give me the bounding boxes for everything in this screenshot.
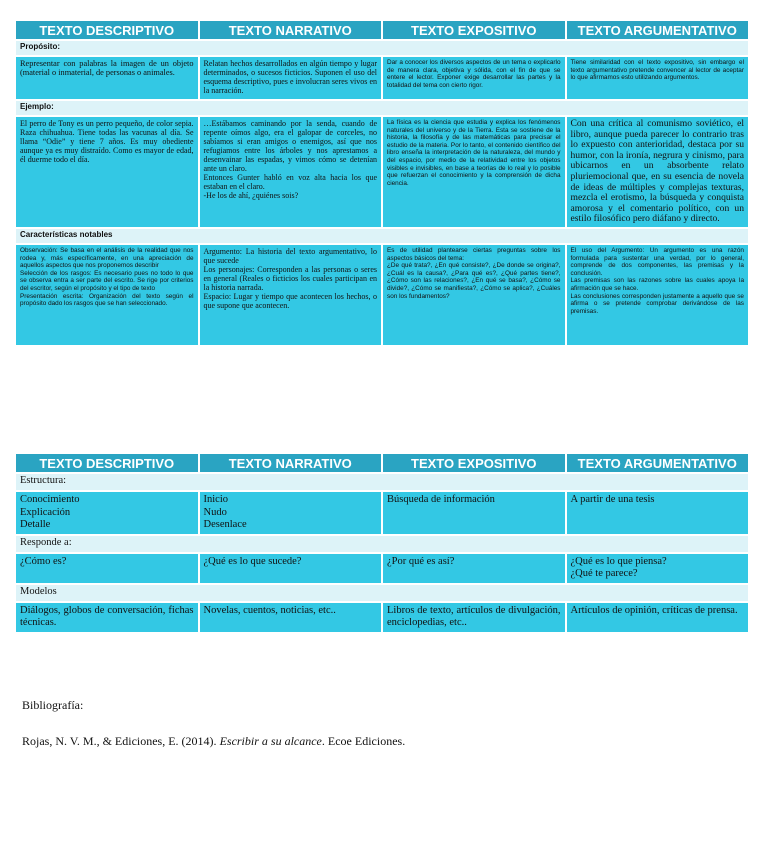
cell-estructura-argumentativo: A partir de una tesis <box>567 492 749 534</box>
header-row <box>16 454 748 472</box>
table-row <box>16 603 748 632</box>
cell-estructura-expositivo: Búsqueda de información <box>383 492 565 534</box>
header-descriptivo: TEXTO DESCRIPTIVO <box>16 454 198 472</box>
cell-estructura-descriptivo: Conocimiento Explicación Detalle <box>16 492 198 534</box>
bibliography-authors: Rojas, N. V. M., & Ediciones, E. (2014). <box>22 734 220 748</box>
comparison-table-1 <box>14 19 750 347</box>
cell-modelos-narrativo: Novelas, cuentos, noticias, etc.. <box>200 603 382 632</box>
cell-modelos-argumentativo: Artículos de opinión, críticas de prensa. <box>567 603 749 632</box>
cell-modelos-descriptivo: Diálogos, globos de conversación, fichas técnicas. <box>16 603 198 632</box>
cell-caracteristicas-expositivo: Es de utilidad plantearse ciertas preguntas sobre los aspectos básicos del tema: ¿De qué trata?, ¿En qué consiste?, ¿De donde se origina?, ¿Cuál es la causa?, ¿Para qué es?, ¿Qué partes tiene?, ¿Cómo son las relaciones?, ¿En qué se basa?, ¿Cómo se divide?, ¿Cómo se manifiesta?, ¿Cómo se aplica?, ¿Cuáles son los fundamentos? <box>387 247 561 300</box>
header-narrativo: TEXTO NARRATIVO <box>200 454 382 472</box>
section-responde: Responde a: <box>16 536 748 552</box>
comparison-table-2 <box>14 452 750 634</box>
header-expositivo: TEXTO EXPOSITIVO <box>383 454 565 472</box>
bibliography-title: Escribir a su alcance <box>219 734 322 748</box>
cell-responde-descriptivo: ¿Cómo es? <box>16 554 198 583</box>
section-caracteristicas: Características notables <box>16 229 748 243</box>
cell-caracteristicas-descriptivo: Observación: Se basa en el análisis de la realidad que nos rodea y, más específicamente, en una apreciación de aquellos aspectos que nos proponemos describir Selección de los rasgos: Es necesario pues no todo lo que se observa entra a ser parte del escrito. Se rige por criterios del escritor, según el propósito y el tipo de texto Presentación escrita: Organización del texto según el propósito dado los rasgos que se han seleccionado. <box>20 247 194 308</box>
table-row <box>16 554 748 583</box>
bibliography-entry <box>22 734 405 749</box>
cell-responde-expositivo: ¿Por qué es así? <box>383 554 565 583</box>
cell-proposito-narrativo: Relatan hechos desarrollados en algún tiempo y lugar determinados, o sucesos ficticios. Suponen el uso del esquema descriptivo, pues e involucran seres vivos en la narración. <box>200 57 382 99</box>
cell-responde-narrativo: ¿Qué es lo que sucede? <box>200 554 382 583</box>
bibliography-heading: Bibliografía: <box>22 698 84 712</box>
cell-responde-argumentativo: ¿Qué es lo que piensa? ¿Qué te parece? <box>567 554 749 583</box>
header-narrativo: TEXTO NARRATIVO <box>200 21 382 39</box>
header-expositivo: TEXTO EXPOSITIVO <box>383 21 565 39</box>
header-descriptivo: TEXTO DESCRIPTIVO <box>16 21 198 39</box>
cell-proposito-expositivo: Dar a conocer los diversos aspectos de un tema o explicarlo de manera clara, objetiva y sólida, con el fin de que se entere el lector. Exponer exige desarrollar las partes y la totalidad del tema con cierto rigor. <box>387 59 561 89</box>
header-argumentativo: TEXTO ARGUMENTATIVO <box>567 21 749 39</box>
cell-ejemplo-narrativo: …Estábamos caminando por la senda, cuando de repente oímos algo, era el galopar de corceles, no sabíamos si eran amigos o enemigos, así que nos refugiamos entre los árboles y nos aprestamos a desenvainar las espadas, y vimos cómo se detenían ante un claro. Entonces Gunter habló en voz alta hacia los que estaban en el claro. -He los de ahí, ¿quiénes sois? <box>200 117 382 227</box>
section-ejemplo: Ejemplo: <box>16 101 748 115</box>
cell-ejemplo-descriptivo: El perro de Tony es un perro pequeño, de color sepia. Raza chihuahua. Tiene todas las vacunas al día. Se llama “Odie” y tiene 7 años. Es muy obediente aunque ya es muy distraído. Como es mayor de edad, él duerme todo el día. <box>16 117 198 227</box>
section-estructura: Estructura: <box>16 474 748 490</box>
cell-caracteristicas-argumentativo: El uso del Argumento: Un argumento es una razón formulada para sustentar una verdad, por lo general, comprende de dos componentes, las premisas y la conclusión. Las premisas son las razones sobre las cuales apoya la afirmación que se hace. Las conclusiones corresponden justamente a aquello que se afirma o se pretende comprobar derivándose de las premisas. <box>570 247 744 315</box>
header-argumentativo: TEXTO ARGUMENTATIVO <box>567 454 749 472</box>
table-row <box>16 492 748 534</box>
header-row <box>16 21 748 39</box>
cell-ejemplo-expositivo: La física es la ciencia que estudia y explica los fenómenos naturales del universo y de la Tierra. Esta se sostiene de la historia, la filosofía y de las matemáticas para precisar el estudio de la materia. Por lo tanto, el contenido científico del libro enseña la interpretación de la naturaleza, del mundo y del espacio, por medio de la relatividad entre los objetos visibles e invisibles, en base a teorías de lo real y lo posible que refuerzan el conocimiento y la comprensión de dicha ciencia. <box>387 119 561 187</box>
table-row <box>16 117 748 227</box>
cell-proposito-argumentativo: Tiene similaridad con el texto expositivo, sin embargo el texto argumentativo pretende convencer al lector de aceptar lo que afirmamos esto utilizando argumentos. <box>570 59 744 82</box>
section-proposito: Propósito: <box>16 41 748 55</box>
cell-ejemplo-argumentativo: Con una crítica al comunismo soviético, el libro, aunque pueda parecer lo contrario tras lo expuesto con anterioridad, destaca por su humor, con la ironía, negrura y cinismo, para ubicarnos en un absorbente relato pluriemocional que, en su esencia de novela de ideas de múltiples y complejas texturas, mezcla el erotismo, la búsqueda y conquista amorosa y el comentario político, con un estilo filosófico pero diáfano y directo. <box>570 118 744 225</box>
bibliography-publisher: . Ecoe Ediciones. <box>321 734 406 748</box>
cell-proposito-descriptivo: Representar con palabras la imagen de un objeto (material o inmaterial, de personas o animales. <box>16 57 198 99</box>
table-row <box>16 57 748 99</box>
table-row <box>16 245 748 345</box>
cell-modelos-expositivo: Libros de texto, artículos de divulgación, enciclopedias, etc.. <box>383 603 565 632</box>
cell-estructura-narrativo: Inicio Nudo Desenlace <box>200 492 382 534</box>
cell-caracteristicas-narrativo: Argumento: La historia del texto argumentativo, lo que sucede Los personajes: Corresponden a las personas o seres en general (Reales o ficticios los cuales participan en la historia narrada. Espacio: Lugar y tiempo que acontecen los hechos, o que supone que acontecen. <box>200 245 382 345</box>
section-modelos: Modelos <box>16 585 748 601</box>
